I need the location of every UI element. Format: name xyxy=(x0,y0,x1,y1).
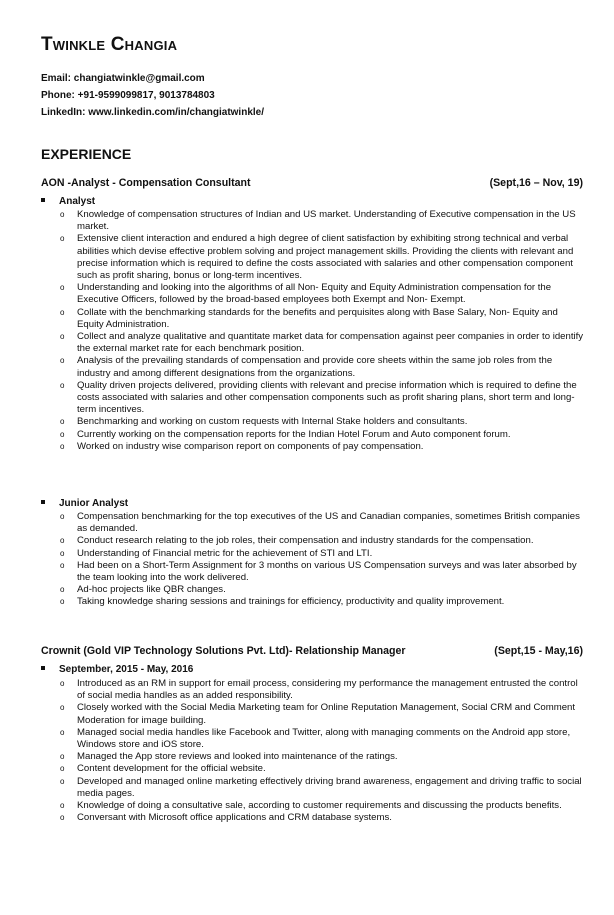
list-item: o Managed social media handles like Facebook and Twitter, along with managing comments on the Android app store, Windows store and iOS store. xyxy=(60,726,571,751)
circle-bullet-icon: o xyxy=(60,234,65,244)
linkedin-line: LinkedIn: www.linkedin.com/in/changiatwinkle/ xyxy=(41,107,264,118)
role-title: September, 2015 - May, 2016 xyxy=(59,664,194,675)
list-item: o Quality driven projects delivered, providing clients with relevant and precise information which is required to define the costs associated with salaries and other compensation components such as profit sharing plans, short term and long-term incentives. xyxy=(60,379,577,416)
job-title: AON -Analyst - Compensation Consultant xyxy=(41,177,251,189)
job-dates: (Sept,16 – Nov, 19) xyxy=(489,177,583,189)
list-item: o Managed the App store reviews and looked into maintenance of the ratings. xyxy=(60,751,398,763)
circle-bullet-icon: o xyxy=(60,332,65,342)
circle-bullet-icon: o xyxy=(60,813,65,823)
circle-bullet-icon: o xyxy=(60,512,65,521)
circle-bullet-icon: o xyxy=(60,283,65,293)
circle-bullet-icon: o xyxy=(60,441,65,451)
square-bullet-icon xyxy=(41,666,45,670)
job-dates: (Sept,15 - May,16) xyxy=(494,645,583,657)
role-title: Analyst xyxy=(59,196,96,207)
list-item: o Conduct research relating to the job roles, their compensation and industry standards for the compensation. xyxy=(60,535,534,547)
crownit-duties-list xyxy=(0,678,614,824)
circle-bullet-icon: o xyxy=(60,536,65,546)
circle-bullet-icon: o xyxy=(60,548,65,558)
circle-bullet-icon: o xyxy=(60,776,65,786)
list-item: o Currently working on the compensation reports for the Indian Hotel Forum and Auto component forum. xyxy=(60,428,511,440)
list-item: o Extensive client interaction and endured a high degree of client satisfaction by exhibiting strong technical and verbal abilities which devise effective problem solving and project management skills. Providing the clients with relevant and precise information which is required to define the costs associated with salaries and other compensation component such as profit sharing, bonus or long-term incentives. xyxy=(60,233,574,282)
circle-bullet-icon: o xyxy=(60,356,65,366)
circle-bullet-icon: o xyxy=(60,210,65,219)
list-item: o Benchmarking and working on custom requests with Internal Stake holders and consultants. xyxy=(60,416,468,428)
list-item: o Introduced as an RM in support for email process, considering my performance the management entrusted the control of social media handles as an added responsibility. xyxy=(60,678,578,702)
list-item: o Developed and managed online marketing effectively driving brand awareness, engagement and driving traffic to social media pages. xyxy=(60,775,582,799)
junior-analyst-duties-list xyxy=(0,511,614,609)
list-item: o Knowledge of doing a consultative sale, according to customer requirements and discussing the products benefits. xyxy=(60,800,562,812)
phone-line: Phone: +91-9599099817, 9013784803 xyxy=(41,90,215,101)
job-heading-crownit xyxy=(41,645,583,657)
role-heading-analyst xyxy=(41,196,95,207)
circle-bullet-icon: o xyxy=(60,307,65,317)
job-title: Crownit (Gold VIP Technology Solutions Pvt. Ltd)- Relationship Manager xyxy=(41,645,406,657)
job-heading-aon xyxy=(41,177,583,189)
circle-bullet-icon: o xyxy=(60,679,65,688)
circle-bullet-icon: o xyxy=(60,727,65,737)
analyst-duties-list xyxy=(0,209,614,453)
circle-bullet-icon: o xyxy=(60,380,65,390)
list-item: o Conversant with Microsoft office applications and CRM database systems. xyxy=(60,812,392,824)
list-item: o Collate with the benchmarking standards for the benefits and perquisites along with Base Salary, Non- Equity and Equity Administration. xyxy=(60,306,558,330)
role-heading-crownit-period xyxy=(41,664,193,675)
list-item: o Taking knowledge sharing sessions and trainings for efficiency, productivity and quality improvement. xyxy=(60,596,505,608)
circle-bullet-icon: o xyxy=(60,597,65,607)
circle-bullet-icon: o xyxy=(60,764,65,774)
circle-bullet-icon: o xyxy=(60,801,65,811)
list-item: o Content development for the official website. xyxy=(60,763,266,775)
list-item: o Understanding and looking into the algorithms of all Non- Equity and Equity Administration compensation for the Executive Officers, followed by the broad-based employees both Exempt and Non- Exempt. xyxy=(60,282,552,306)
experience-heading: EXPERIENCE xyxy=(41,146,132,162)
circle-bullet-icon: o xyxy=(60,752,65,762)
circle-bullet-icon: o xyxy=(60,429,65,439)
list-item: o Closely worked with the Social Media Marketing team for Online Reputation Management, Social CRM and Comment Moderation for image building. xyxy=(60,702,576,726)
square-bullet-icon xyxy=(41,198,45,202)
list-item: o Had been on a Short-Term Assignment for 3 months on various US Compensation surveys and was later absorbed by the team looking into the work delivered. xyxy=(60,559,577,584)
role-heading-junior-analyst xyxy=(41,498,128,509)
list-item: o Understanding of Financial metric for the achievement of STI and LTI. xyxy=(60,547,373,559)
email-line: Email: changiatwinkle@gmail.com xyxy=(41,73,205,84)
circle-bullet-icon: o xyxy=(60,585,65,595)
list-item: o Worked on industry wise comparison report on components of pay compensation. xyxy=(60,440,424,452)
list-item: o Ad-hoc projects like QBR changes. xyxy=(60,584,226,596)
candidate-name: Twinkle Changia xyxy=(41,34,178,55)
circle-bullet-icon: o xyxy=(60,703,65,713)
list-item: o Knowledge of compensation structures of Indian and US market. Understanding of Executive compensation in the US market. xyxy=(60,209,576,233)
role-title: Junior Analyst xyxy=(59,498,129,509)
list-item: o Compensation benchmarking for the top executives of the US and Canadian companies, sometimes British companies as demanded. xyxy=(60,511,580,535)
circle-bullet-icon: o xyxy=(60,417,65,427)
list-item: o Collect and analyze qualitative and quantitate market data for compensation against peer companies in order to identify the external market rate for each benchmark position. xyxy=(60,331,584,355)
square-bullet-icon xyxy=(41,500,45,504)
circle-bullet-icon: o xyxy=(60,560,65,570)
list-item: o Analysis of the prevailing standards of compensation and provide core sheets within the same job roles from the industry and among different designations from the organizations. xyxy=(60,355,553,379)
